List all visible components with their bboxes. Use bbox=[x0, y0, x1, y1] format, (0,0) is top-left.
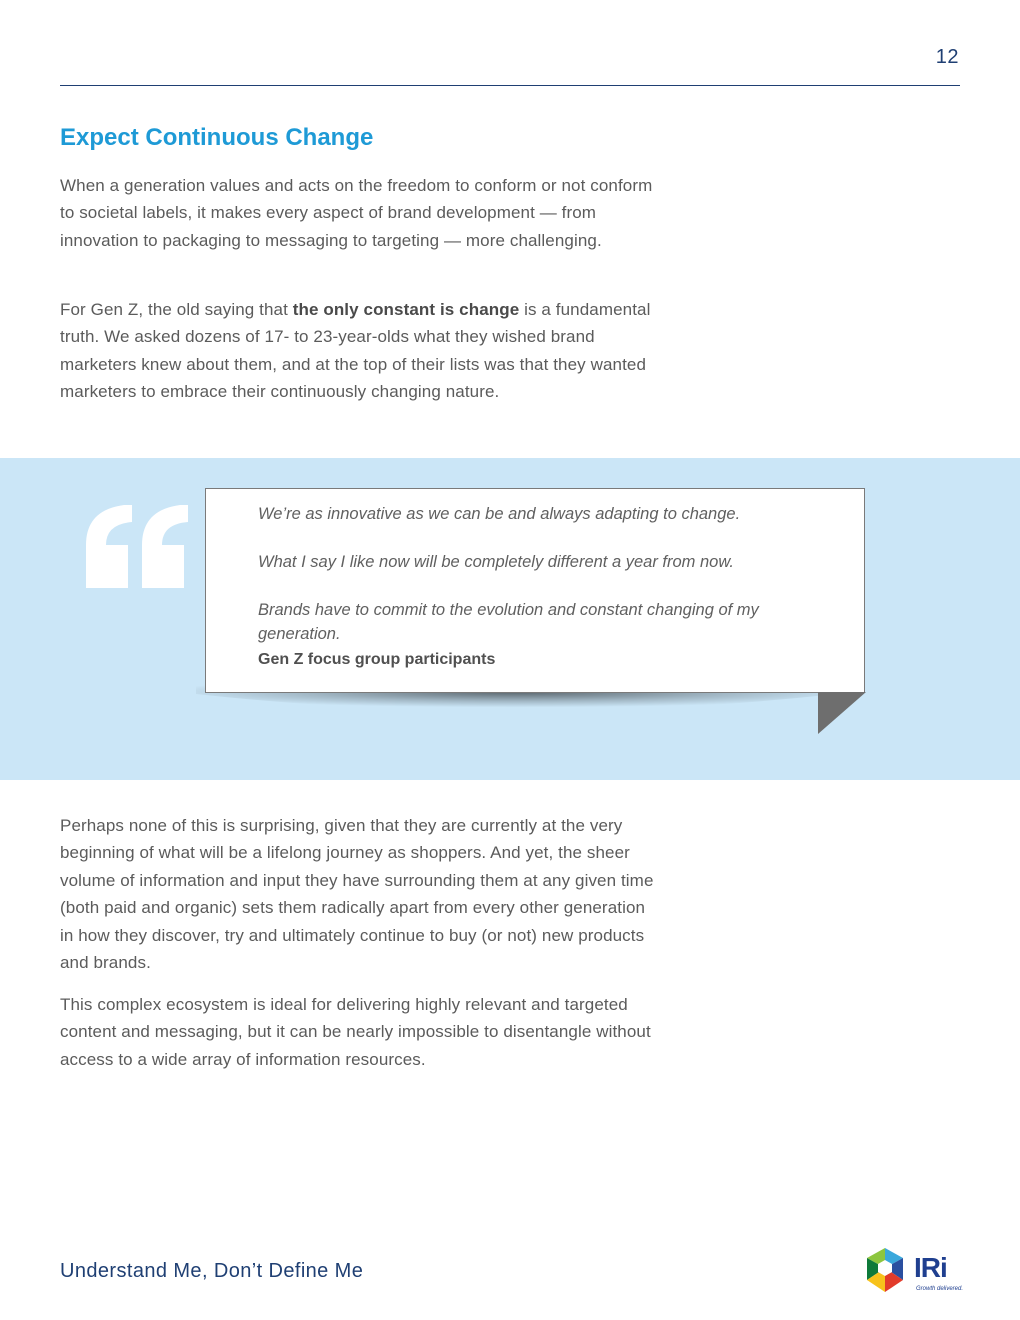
body-paragraph-2 bbox=[60, 296, 660, 406]
quote-line-1: We’re as innovative as we can be and always adapting to change. bbox=[258, 505, 741, 523]
body-paragraph-1: When a generation values and acts on the freedom to conform or not conform to societal labels, it makes every aspect of brand development — from innovation to packaging to messaging to targeting — more challenging. bbox=[60, 176, 653, 250]
page-number: 12 bbox=[935, 46, 959, 68]
quote-line-2: What I say I like now will be completely different a year from now. bbox=[258, 553, 734, 571]
section-title: Expect Continuous Change bbox=[60, 124, 374, 151]
quote-attribution: Gen Z focus group participants bbox=[258, 651, 496, 668]
quote-line-3: Brands have to commit to the evolution and constant changing of my generation. bbox=[258, 601, 759, 643]
page-fold-corner bbox=[818, 692, 866, 734]
logo-wordmark: IRi bbox=[914, 1252, 947, 1283]
header-rule bbox=[60, 85, 960, 86]
para2-emphasis: the only constant is change bbox=[292, 300, 520, 319]
body-paragraph-4: This complex ecosystem is ideal for delivering highly relevant and targeted content and messaging, but it can be nearly impossible to disentangle without access to a wide array of information resources. bbox=[60, 995, 651, 1069]
footer-title: Understand Me, Don’t Define Me bbox=[60, 1260, 364, 1282]
logo-tagline: Growth delivered. bbox=[916, 1286, 964, 1292]
body-paragraph-3: Perhaps none of this is surprising, given that they are currently at the very beginning of what will be a lifelong journey as shoppers. And yet, the sheer volume of information and input they have surrounding them at any given time (both paid and organic) sets them radically apart from every other generation in how they discover, try and ultimately continue to buy (or not) new products and brands. bbox=[60, 816, 654, 973]
quotation-mark-icon bbox=[84, 500, 190, 590]
para2-text-start: For Gen Z, the old saying that bbox=[60, 300, 293, 319]
para2-text-end: is a fundamental truth. We asked dozens of 17- to 23-year-olds what they wished brand marketers knew about them, and at the top of their lists was that they wanted marketers to embrace their continuously changing nature. bbox=[60, 300, 651, 402]
quote-card bbox=[205, 488, 865, 693]
